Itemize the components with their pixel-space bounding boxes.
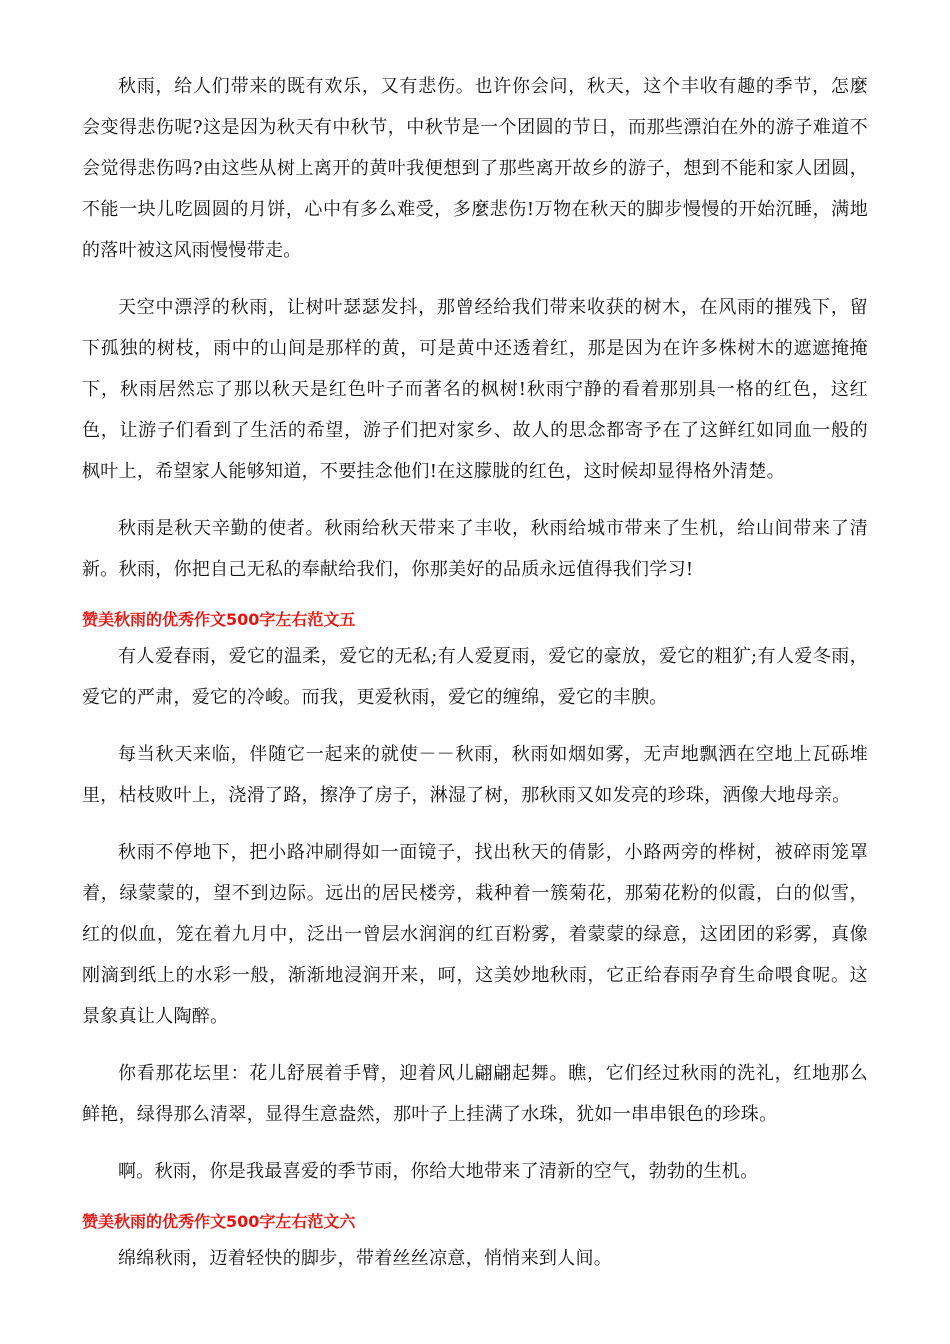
section-heading: 赞美秋雨的优秀作文500字左右范文六 xyxy=(82,1212,356,1231)
section-heading: 赞美秋雨的优秀作文500字左右范文五 xyxy=(82,610,356,629)
paragraph: 天空中漂浮的秋雨，让树叶瑟瑟发抖，那曾经给我们带来收获的树木，在风雨的摧残下，留下孤独的树枝，雨中的山间是那样的黄，可是黄中还透着红，那是因为在许多株树木的遮遮掩掩下，秋雨居然忘了那以秋天是红色叶子而著名的枫树!秋雨宁静的看着那别具一格的红色，这红色，让游子们看到了生活的希望，游子们把对家乡、故人的思念都寄予在了这鲜红如同血一般的枫叶上，希望家人能够知道，不要挂念他们!在这朦胧的红色，这时候却显得格外清楚。 xyxy=(82,297,868,482)
paragraph: 每当秋天来临，伴随它一起来的就使－－秋雨，秋雨如烟如雾，无声地飘洒在空地上瓦砾堆里，枯枝败叶上，浇滑了路，擦净了房子，淋湿了树，那秋雨又如发亮的珍珠，洒像大地母亲。 xyxy=(82,744,868,806)
paragraph: 有人爱春雨，爱它的温柔，爱它的无私;有人爱夏雨，爱它的豪放，爱它的粗犷;有人爱冬雨，爱它的严肃，爱它的冷峻。而我，更爱秋雨，爱它的缠绵，爱它的丰腴。 xyxy=(82,646,868,708)
paragraph: 秋雨，给人们带来的既有欢乐，又有悲伤。也许你会问，秋天，这个丰收有趣的季节，怎麼会变得悲伤呢?这是因为秋天有中秋节，中秋节是一个团圆的节日，而那些漂泊在外的游子难道不会觉得悲伤吗?由这些从树上离开的黄叶我便想到了那些离开故乡的游子，想到不能和家人团圆，不能一块儿吃圆圆的月饼，心中有多么难受，多麼悲伤!万物在秋天的脚步慢慢的开始沉睡，满地的落叶被这风雨慢慢带走。 xyxy=(82,76,868,261)
document-page xyxy=(82,66,868,1295)
paragraph: 啊。秋雨，你是我最喜爱的季节雨，你给大地带来了清新的空气，勃勃的生机。 xyxy=(118,1161,759,1182)
paragraph: 你看那花坛里：花儿舒展着手臂，迎着风儿翩翩起舞。瞧，它们经过秋雨的洗礼，红地那么鲜艳，绿得那么清翠，显得生意盎然，那叶子上挂满了水珠，犹如一串串银色的珍珠。 xyxy=(82,1063,868,1125)
paragraph: 秋雨是秋天辛勤的使者。秋雨给秋天带来了丰收，秋雨给城市带来了生机，给山间带来了清新。秋雨，你把自己无私的奉献给我们，你那美好的品质永远值得我们学习! xyxy=(82,518,868,580)
paragraph: 绵绵秋雨，迈着轻快的脚步，带着丝丝凉意，悄悄来到人间。 xyxy=(118,1248,613,1269)
paragraph: 秋雨不停地下，把小路冲刷得如一面镜子，找出秋天的倩影，小路两旁的桦树，被碎雨笼罩着，绿蒙蒙的，望不到边际。远出的居民楼旁，栽种着一簇菊花，那菊花粉的似霞，白的似雪，红的似血，笼在着九月中，泛出一曾层水润润的红百粉雾，着蒙蒙的绿意，这团团的彩雾，真像刚滴到纸上的水彩一般，渐渐地浸润开来，呵，这美妙地秋雨，它正给春雨孕育生命喂食呢。这景象真让人陶醉。 xyxy=(82,842,868,1027)
